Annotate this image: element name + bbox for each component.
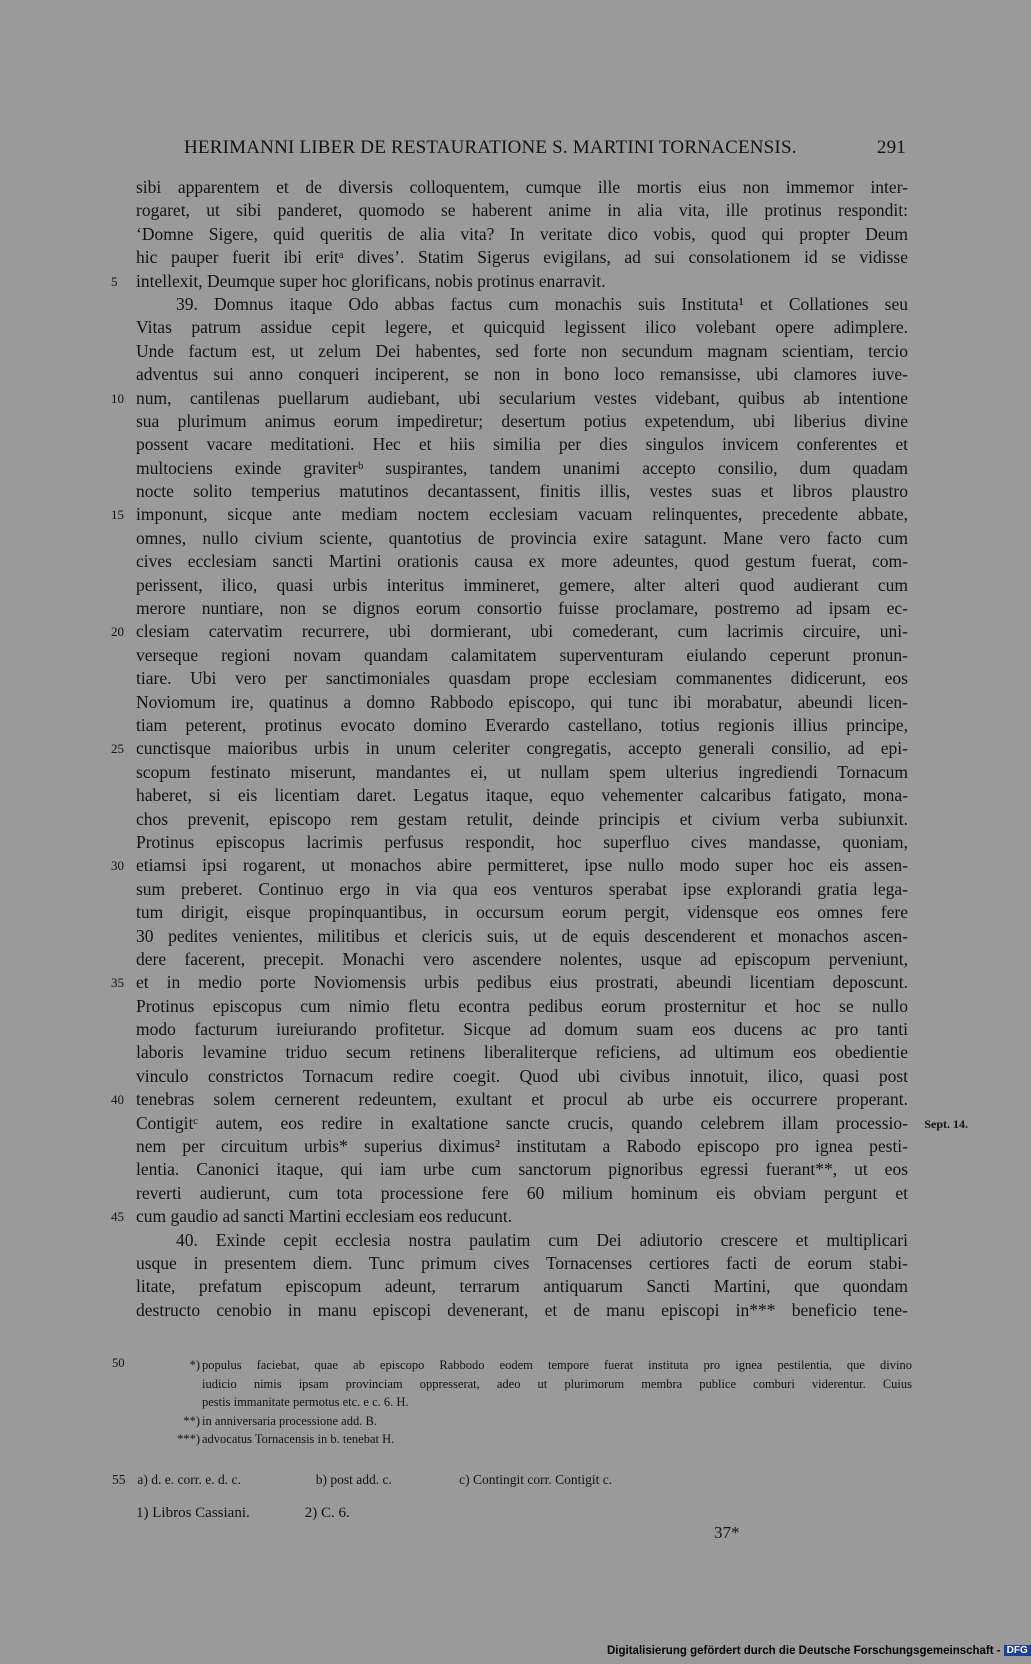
line-text: lentia. Canonici itaque, qui iam urbe cum sanctorum pignoribus egressi fuerant**, ut eos xyxy=(136,1159,908,1180)
line-number: 40 xyxy=(111,1092,124,1108)
footnotes xyxy=(136,1505,350,1522)
line-text: ‘Domne Sigere, quid queritis de alia vita? In veritate dico vobis, quod qui propter Deum xyxy=(136,223,908,244)
text-line xyxy=(136,176,908,199)
text-line xyxy=(136,831,908,854)
text-line xyxy=(136,714,908,737)
note-mark: *) xyxy=(189,1358,200,1372)
margin-date: Sept. 14. xyxy=(924,1116,968,1131)
footnote-2: 2) C. 6. xyxy=(304,1505,350,1521)
text-line xyxy=(136,784,908,807)
running-title: HERIMANNI LIBER DE RESTAURATIONE S. MARTINI TORNACENSIS. xyxy=(184,137,797,158)
line-number: 45 xyxy=(111,1209,124,1225)
line-text: modo facturum iureiurando profitetur. Sicque ad domum suam eos ducens ac pro tanti xyxy=(136,1019,908,1040)
line-text: nem per circuitum urbis* superius diximus² institutam a Rabodo episcopo pro ignea pesti- xyxy=(136,1136,908,1157)
line-text: scopum festinato miserunt, mandantes ei, ut nullam spem ulterius ingrediendi Tornacum xyxy=(136,761,908,782)
text-line xyxy=(136,1112,968,1135)
text-line xyxy=(136,550,908,573)
line-text: Protinus episcopus cum nimio fletu econtra pedibus eorum prosternitur et hoc se nullo xyxy=(136,995,908,1016)
text-line xyxy=(111,503,908,526)
line-text: chos prevenit, episcopo rem gestam retulit, deinde principis et civium verba subiunxit. xyxy=(136,808,908,829)
text-line xyxy=(136,223,908,246)
text-line xyxy=(136,340,908,363)
line-text: num, cantilenas puellarum audiebant, ubi secularium vestes videbant, quibus ab intentione xyxy=(136,387,908,408)
digitization-credit xyxy=(607,1645,1031,1657)
line-text: Protinus episcopus lacrimis perfusus respondit, hoc superfluo cives mandasse, quoniam, xyxy=(136,831,908,852)
text-line xyxy=(136,1182,908,1205)
text-line xyxy=(136,761,908,784)
line-text: multociens exinde graviterᵇ suspirantes, tandem unanimi accepto consilio, dum quadam xyxy=(136,457,908,478)
text-line xyxy=(136,925,908,948)
text-line xyxy=(136,597,908,620)
page-number: 291 xyxy=(876,137,906,158)
text-line xyxy=(111,387,908,410)
line-text: merore nuntiare, non se dignos eorum consortio fuisse proclamare, postremo ad ipsam ec- xyxy=(136,598,908,619)
line-text: tum dirigit, eisque propinquantibus, in occursum eorum pergit, vidensque eos omnes fere xyxy=(136,902,908,923)
footnote-1: 1) Libros Cassiani. xyxy=(136,1505,250,1521)
line-text: dere facerent, precepit. Monachi vero ascendere nolentes, usque ad episcopum perveniunt, xyxy=(136,948,908,969)
line-text: 39. Domnus itaque Odo abbas factus cum monachis suis Instituta¹ et Collationes seu xyxy=(176,293,908,314)
text-line xyxy=(136,316,908,339)
line-number: 20 xyxy=(111,624,124,640)
text-line xyxy=(136,480,908,503)
text-line xyxy=(136,1135,908,1158)
apparatus-a: a) d. e. corr. e. d. c. xyxy=(137,1472,241,1487)
line-number: 25 xyxy=(111,741,124,757)
line-text: hic pauper fuerit ibi eritᵃ dives’. Statim Sigerus evigilans, ad sui consolationem id se vidisse xyxy=(136,247,908,268)
text-line xyxy=(136,246,908,269)
line-text: sua plurimum animus eorum impediretur; desertum potius expetendum, ubi liberius divine xyxy=(136,410,908,431)
text-line xyxy=(111,620,908,643)
line-text: cunctisque maioribus urbis in unum celeriter congregatis, accepto generali consilio, ad epi- xyxy=(136,738,908,759)
text-line xyxy=(111,270,908,293)
text-line xyxy=(136,410,908,433)
line-text: omnes, nullo civium sciente, quantotius de provincia exire satagunt. Mane vero facto cum xyxy=(136,527,908,548)
editorial-notes xyxy=(112,1356,912,1449)
line-text: cives ecclesiam sancti Martini orationis causa ex more adeuntes, quod gestum fuerat, com- xyxy=(136,551,908,572)
line-text: haberet, si eis licentiam daret. Legatus itaque, equo vehementer calcaribus fatigato, mona- xyxy=(136,785,908,806)
note-line xyxy=(112,1393,912,1412)
text-line xyxy=(136,199,908,222)
line-number-55: 55 xyxy=(112,1472,126,1487)
line-text: reverti audierunt, cum tota processione fere 60 milium hominum eis obviam pergunt et xyxy=(136,1182,908,1203)
note-mark: **) xyxy=(183,1413,200,1428)
line-text: sum preberet. Continuo ergo in via qua eos venturos sperabat ipse explorandi gratia lega- xyxy=(136,878,908,899)
note-text: in anniversaria processione add. B. xyxy=(202,1413,377,1428)
note-text: iudicio nimis ipsam provinciam oppresserat, adeo ut plurimorum membra publice comburi viderentur. Cuius xyxy=(202,1376,912,1391)
line-number: 15 xyxy=(111,507,124,523)
digitization-text: Digitalisierung gefördert durch die Deutsche Forschungsgemeinschaft - xyxy=(607,1645,1001,1657)
line-text: verseque regioni novam quandam calamitatem superventuram eiulando ceperunt pronun- xyxy=(136,644,908,665)
note-text: populus faciebat, quae ab episcopo Rabbodo eodem tempore fuerat instituta pro ignea pestilentia, que divino xyxy=(202,1358,912,1372)
critical-apparatus xyxy=(112,1472,612,1488)
text-line xyxy=(136,1275,908,1298)
line-text: imponunt, sicque ante mediam noctem ecclesiam vacuam relinquentes, precedente abbate, xyxy=(136,504,908,525)
main-text xyxy=(111,176,968,1322)
text-line xyxy=(111,854,908,877)
line-number: 30 xyxy=(111,858,124,874)
text-line xyxy=(136,457,908,480)
line-text: perissent, ilico, quasi urbis interitus immineret, gemere, alter alteri quod audierant cum xyxy=(136,574,908,595)
line-text: etiamsi ipsi rogarent, ut monachos abire permitteret, ipse nullo modo super hoc eis assen- xyxy=(136,855,908,876)
line-text: rogaret, ut sibi panderet, quomodo se haberent anime in alia vita, ille protinus respondit: xyxy=(136,200,908,221)
line-text: Unde factum est, ut zelum Dei habentes, sed forte non secundum magnam scientiam, tercio xyxy=(136,340,908,361)
note-line xyxy=(112,1375,912,1394)
line-text: 40. Exinde cepit ecclesia nostra paulatim cum Dei adiutorio crescere et multiplicari xyxy=(176,1229,908,1250)
text-line xyxy=(111,1088,908,1111)
text-line xyxy=(136,901,908,924)
apparatus-b: b) post add. c. xyxy=(315,1472,392,1487)
line-text: usque in presentem diem. Tunc primum cives Tornacenses certiores facti de eorum stabi- xyxy=(136,1252,908,1273)
line-text: intellexit, Deumque super hoc glorificans, nobis protinus enarravit. xyxy=(136,270,606,291)
note-line xyxy=(112,1356,912,1375)
line-number: 5 xyxy=(111,273,118,289)
line-text: Noviomum ire, quatinus a domno Rabbodo episcopo, qui tunc ibi morabatur, abeundi licen- xyxy=(136,691,908,712)
line-text: cum gaudio ad sancti Martini ecclesiam eos reducunt. xyxy=(136,1206,513,1227)
text-line xyxy=(136,363,908,386)
signature-mark: 37* xyxy=(714,1523,740,1542)
line-text: Contigitᶜ autem, eos redire in exaltatione sancte crucis, quando celebrem illam processio- xyxy=(136,1112,908,1133)
line-number: 35 xyxy=(111,975,124,991)
text-line xyxy=(136,527,908,550)
line-text: litate, prefatum episcopum adeunt, terrarum antiquarum Sancti Martini, que quondam xyxy=(136,1276,908,1297)
note-line xyxy=(112,1412,912,1431)
line-text: laboris levamine triduo secum retinens liberaliterque reficiens, ad ultimum eos obedientie xyxy=(136,1042,908,1063)
text-line xyxy=(111,737,908,760)
line-text: possent vacare meditationi. Hec et hiis similia per dies singulos invicem conferentes et xyxy=(136,434,908,455)
text-line xyxy=(136,1065,908,1088)
text-line xyxy=(136,1299,908,1322)
line-text: adventus sui anno conqueri inciperent, se non in bono loco remansisse, ubi clamores iuve- xyxy=(136,364,908,385)
text-line xyxy=(136,644,908,667)
text-line xyxy=(111,971,908,994)
line-text: Vitas patrum assidue cepit legere, et quicquid legissent ilico volebant opere adimplere. xyxy=(136,317,908,338)
text-line xyxy=(136,1041,908,1064)
text-line xyxy=(136,878,908,901)
line-text: sibi apparentem et de diversis colloquentem, cumque ille mortis eius non immemor inter- xyxy=(136,177,908,197)
line-text: tiam peterent, protinus evocato domino Everardo castellano, totius regionis illius principe, xyxy=(136,714,908,735)
text-line xyxy=(136,574,908,597)
note-line xyxy=(112,1430,912,1449)
line-text: tenebras solem cernerent redeuntem, exultant et procul ab urbe eis occurrere properant. xyxy=(136,1089,908,1110)
apparatus-c: c) Contingit corr. Contigit c. xyxy=(459,1472,613,1487)
text-line xyxy=(136,667,908,690)
note-text: advocatus Tornacensis in b. tenebat H. xyxy=(202,1432,395,1446)
text-line xyxy=(136,433,908,456)
text-line xyxy=(136,1252,908,1275)
note-mark: ***) xyxy=(177,1432,200,1446)
line-text: clesiam catervatim recurrere, ubi dormierant, ubi comederant, cum lacrimis circuire, uni- xyxy=(136,621,908,642)
text-line xyxy=(111,1205,908,1228)
line-text: 30 pedites venientes, militibus et clericis suis, ut de equis descenderent et monachos ascen- xyxy=(136,925,908,946)
text-line xyxy=(136,691,908,714)
text-line xyxy=(136,1229,908,1252)
dfg-logo: DFG xyxy=(1004,1645,1031,1656)
text-line xyxy=(136,293,908,316)
text-line xyxy=(136,948,908,971)
line-text: nocte solito temperius matutinos decantassent, finitis illis, vestes suas et libros plaustro xyxy=(136,481,908,502)
line-number: 50 xyxy=(112,1356,125,1370)
text-line xyxy=(136,1018,908,1041)
line-text: destructo cenobio in manu episcopi devenerant, et de manu episcopi in*** beneficio tene- xyxy=(136,1299,908,1320)
note-text: pestis immanitate permotus etc. e c. 6. H. xyxy=(202,1395,409,1409)
text-line xyxy=(136,995,908,1018)
line-text: tiare. Ubi vero per sanctimoniales quasdam prope ecclesiam commanentes didicerunt, eos xyxy=(136,668,908,689)
text-line xyxy=(136,1158,908,1181)
line-text: et in medio porte Noviomensis urbis pedibus eius prostrati, abeundi licentiam deposcunt. xyxy=(136,972,908,993)
text-line xyxy=(136,808,908,831)
line-number: 10 xyxy=(111,390,124,406)
line-text: vinculo constrictos Tornacum redire coegit. Quod ubi civibus innotuit, ilico, quasi post xyxy=(136,1065,908,1086)
